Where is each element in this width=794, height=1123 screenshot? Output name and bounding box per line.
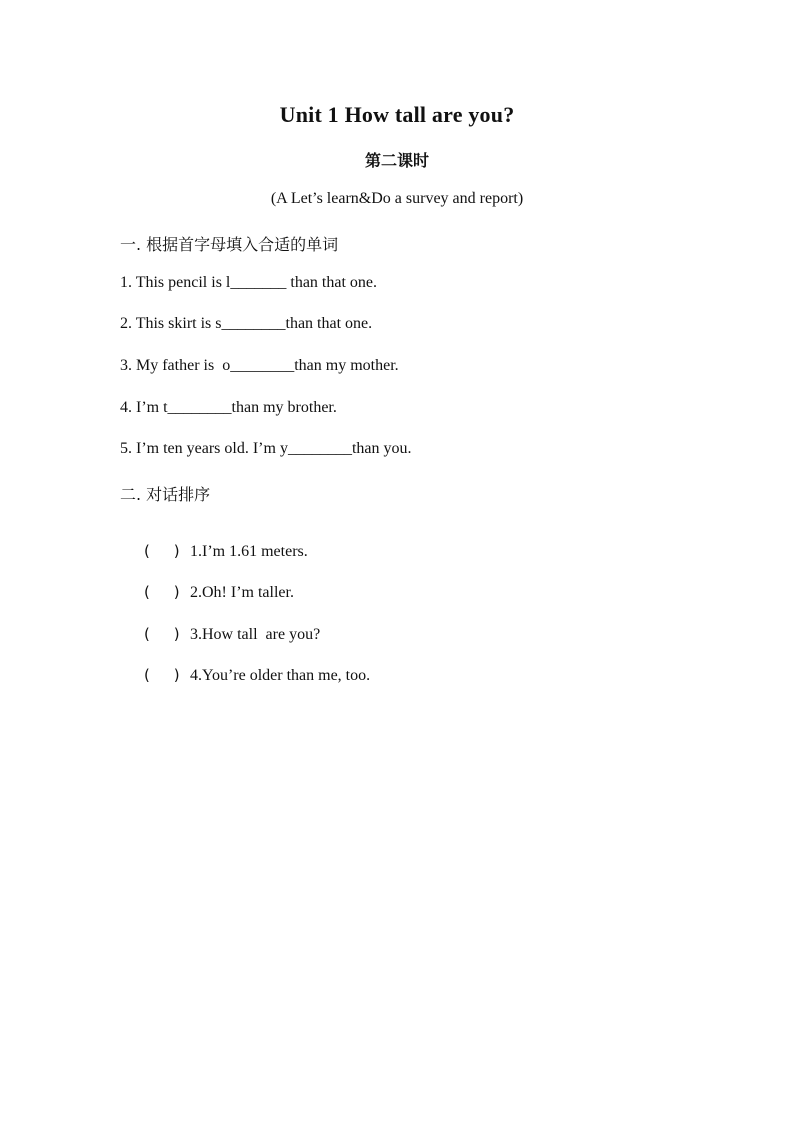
- fill-blank-item-4: 4. I’m t________than my brother.: [120, 399, 337, 416]
- lesson-period: 第二课时: [364, 151, 429, 170]
- fill-blank-item-3: 3. My father is o________than my mother.: [120, 357, 399, 374]
- fill-blank-item-1: 1. This pencil is l_______ than that one.: [120, 274, 378, 291]
- answer-bracket: ( ): [144, 583, 180, 601]
- section1-heading: 一. 根据首字母填入合适的单词: [120, 235, 339, 254]
- order-item-text: 4.You’re older than me, too.: [190, 667, 371, 684]
- answer-bracket: ( ): [144, 666, 180, 684]
- order-item-4: [128, 648, 370, 703]
- page-title: Unit 1 How tall are you?: [279, 102, 515, 127]
- fill-blank-item-5: 5. I’m ten years old. I’m y________than you.: [120, 440, 412, 457]
- section2-heading: 二. 对话排序: [120, 485, 211, 504]
- answer-bracket: ( ): [144, 625, 180, 643]
- order-item-text: 1.I’m 1.61 meters.: [190, 543, 308, 560]
- lesson-name: (A Let’s learn&Do a survey and report): [270, 190, 524, 207]
- order-item-text: 2.Oh! I’m taller.: [190, 584, 294, 601]
- answer-bracket: ( ): [144, 542, 180, 560]
- order-item-text: 3.How tall are you?: [190, 626, 321, 643]
- fill-blank-item-2: 2. This skirt is s________than that one.: [120, 315, 373, 332]
